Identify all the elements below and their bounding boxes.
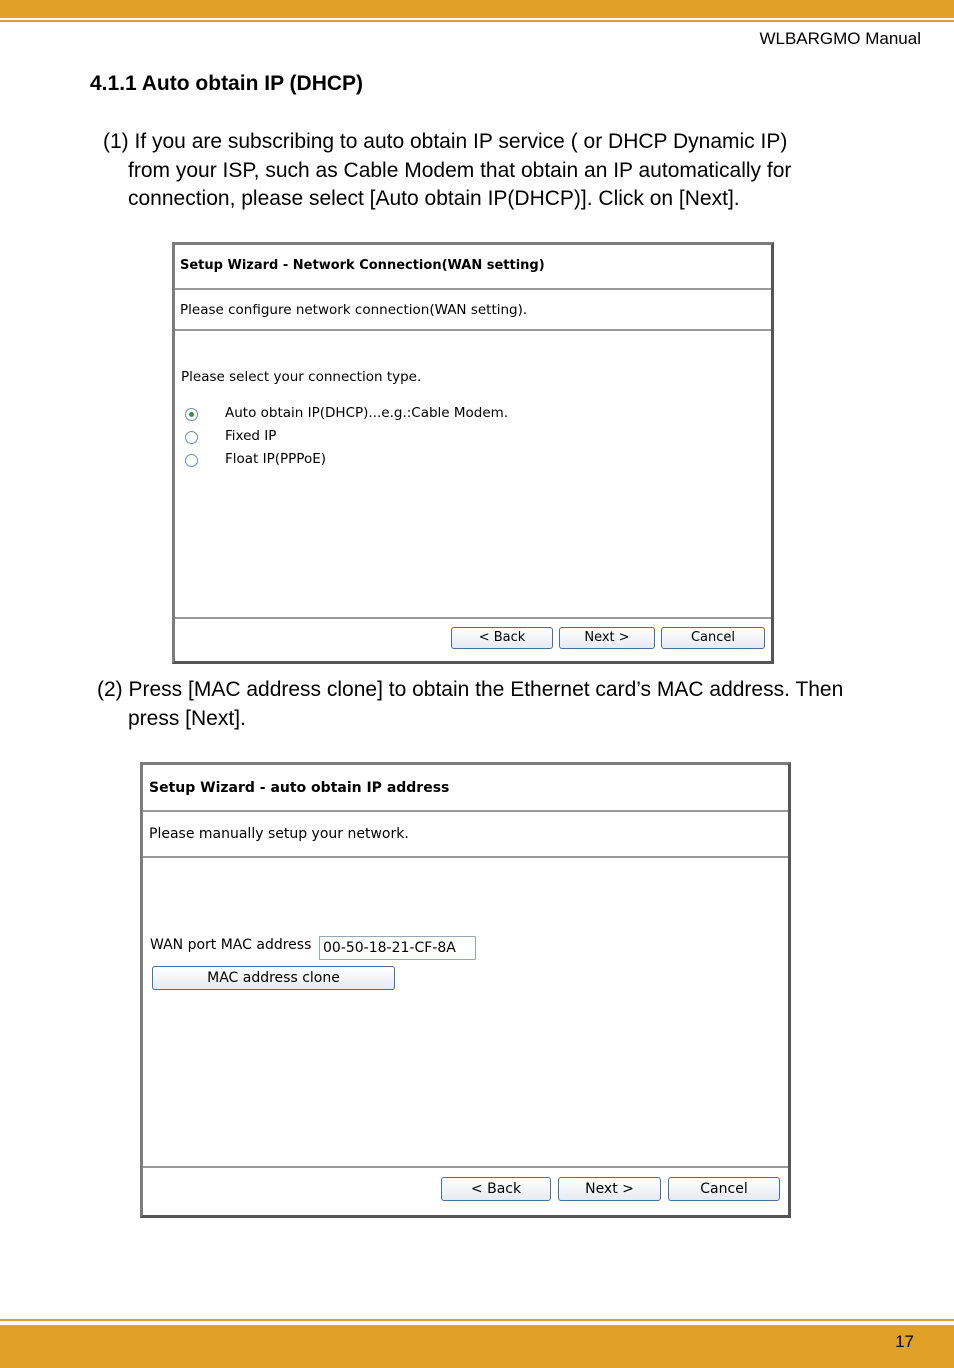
page-number: 17 bbox=[895, 1332, 914, 1351]
top-accent-line bbox=[0, 20, 954, 22]
cancel-button[interactable]: Cancel bbox=[668, 1177, 780, 1201]
next-button[interactable]: Next > bbox=[559, 627, 655, 649]
connection-type-prompt: Please select your connection type. bbox=[181, 369, 422, 385]
option-label: Fixed IP bbox=[225, 428, 277, 444]
back-button[interactable]: < Back bbox=[441, 1177, 551, 1201]
step-1-line: (1) If you are subscribing to auto obtain IP service ( or DHCP Dynamic IP) bbox=[103, 130, 788, 153]
wan-setting-wizard-screenshot bbox=[172, 242, 774, 664]
manual-title: WLBARGMO Manual bbox=[759, 29, 921, 48]
section-title: 4.1.1 Auto obtain IP (DHCP) bbox=[90, 72, 364, 95]
wan-mac-address-label: WAN port MAC address bbox=[150, 937, 312, 953]
wan-mac-address-input[interactable] bbox=[319, 936, 476, 960]
wizard-title: Setup Wizard - auto obtain IP address bbox=[143, 765, 788, 812]
radio-unchecked-icon[interactable] bbox=[185, 454, 198, 467]
wizard-footer bbox=[143, 1166, 788, 1215]
wizard-footer bbox=[175, 617, 771, 661]
next-button[interactable]: Next > bbox=[558, 1177, 661, 1201]
radio-checked-icon[interactable] bbox=[185, 408, 198, 421]
step-1-line: connection, please select [Auto obtain IP(DHCP)]. Click on [Next]. bbox=[128, 187, 740, 210]
wizard-subtitle: Please configure network connection(WAN setting). bbox=[175, 290, 771, 331]
wizard-subtitle: Please manually setup your network. bbox=[143, 812, 788, 858]
cancel-button[interactable]: Cancel bbox=[661, 627, 765, 649]
mac-address-clone-button[interactable]: MAC address clone bbox=[152, 966, 395, 990]
step-1-text bbox=[103, 128, 791, 214]
bottom-accent-band bbox=[0, 1325, 954, 1368]
step-1-line: from your ISP, such as Cable Modem that obtain an IP automatically for bbox=[128, 158, 792, 182]
option-label: Auto obtain IP(DHCP)...e.g.:Cable Modem. bbox=[225, 405, 509, 421]
top-accent-band bbox=[0, 0, 954, 18]
step-2-line: (2) Press [MAC address clone] to obtain the Ethernet card’s MAC address. Then bbox=[97, 678, 844, 701]
wizard-title: Setup Wizard - Network Connection(WAN setting) bbox=[175, 245, 771, 290]
step-2-line: press [Next]. bbox=[128, 706, 246, 730]
radio-unchecked-icon[interactable] bbox=[185, 431, 198, 444]
option-label: Float IP(PPPoE) bbox=[225, 451, 327, 467]
bottom-accent-line bbox=[0, 1319, 954, 1321]
step-2-text bbox=[97, 676, 843, 733]
auto-obtain-ip-wizard-screenshot bbox=[140, 762, 791, 1218]
back-button[interactable]: < Back bbox=[451, 627, 553, 649]
